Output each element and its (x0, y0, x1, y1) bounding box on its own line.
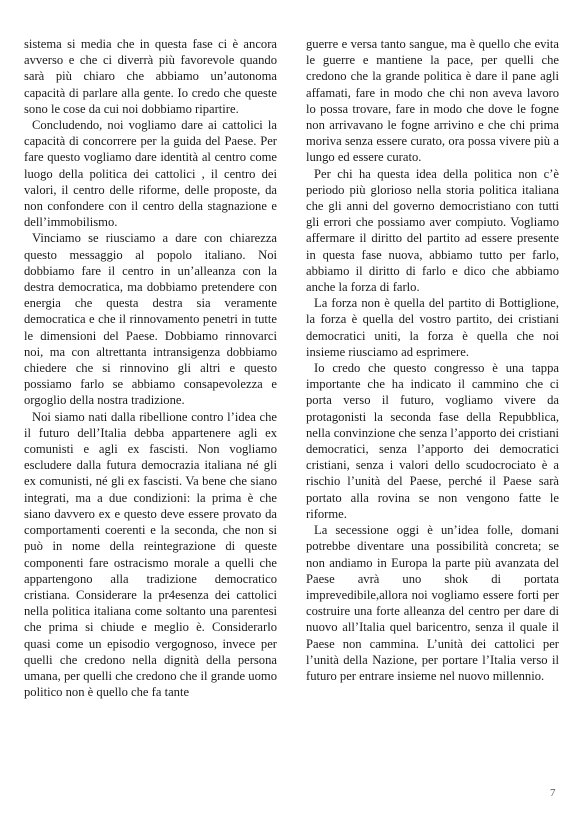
paragraph: sistema si media che in questa fase ci è ancora avverso e che ci diverrà più favorevole quando sarà più chiaro che abbiamo un’autonoma capacità di parlare alla gente. Io credo che queste sono le cose da cui noi dobbiamo ripartire. (24, 37, 277, 116)
paragraph: guerre e versa tanto sangue, ma è quello che evita le guerre e mantiene la pace, per quelli che credono che la grande politica è dare il pane agli affamati, fare in modo che chi non aveva lavoro lo possa trovare, fare in modo che dove le fogne non arrivavano le fogne arrivino e che chi prima moriva senza essere curato, ora possa vivere più a lungo ed essere curato. (306, 37, 559, 165)
paragraph: Io credo che questo congresso è una tappa importante che ha indicato il cammino che ci porta verso il futuro, vogliamo vivere da protagonisti la seconda fase della Repubblica, nella convinzione che senza l’apporto dei cristiani democratici, senza l’apporto dei democratici cristiani, senza i valori dello scudocrociato è a rischio l’unità del Paese, perché il Paese sarà portato alla rovina se non vengono fatte le riforme. (306, 361, 559, 521)
paragraph: Noi siamo nati dalla ribellione contro l’idea che il futuro dell’Italia debba appartenere agli ex comunisti e agli ex fascisti. Non vogliamo escludere dalla futura democrazia italiana né gli ex comunisti, né gli ex fascisti. Va bene che siano integrati, ma a due condizioni: la prima è che siano davvero ex e questo deve essere provato da comportamenti coerenti e la seconda, che non si può in nome della reintegrazione di queste componenti fare ostracismo morale a quelli che appartengono alla tradizione democratico cristiana. Considerare la pr4esenza dei cattolici nella politica italiana come soltanto una parentesi che prima si chiude e meglio è. Considerarlo quasi come un episodio vergognoso, invece per quelli che credono nella dignità della persona umana, per quelli che credono che il grande uomo politico non è quello che fa tante (24, 409, 277, 700)
paragraph: La forza non è quella del partito di Bottiglione, la forza è quella del vostro partito, dei cristiani democratici uniti, la forza è quella che noi insieme riusciamo ad esprimere. (306, 296, 559, 359)
left-column (24, 36, 277, 700)
paragraph: Concludendo, noi vogliamo dare ai cattolici la capacità di concorrere per la guida del Paese. Per fare questo vogliamo dare identità al centro come luogo della politica dei cattolici , il centro dei valori, il centro delle riforme, delle proposte, da non confondere con il centro della stagnazione e dell’immobilismo. (24, 118, 277, 230)
right-column (306, 36, 559, 684)
paragraph: Vinciamo se riusciamo a dare con chiarezza questo messaggio al popolo italiano. Noi dobbiamo fare il centro in un’alleanza con la destra democratica, ma dobbiamo pretendere con energia che questa destra sia veramente democratica e che il rinnovamento penetri in tutte le dimensioni del Paese. Dobbiamo rinnovarci noi, ma con altrettanta intransigenza dobbiamo chiedere che si rinnovino gli altri e questo possiamo farlo se abbiamo consapevolezza e orgoglio della nostra tradizione. (24, 231, 277, 408)
paragraph: Per chi ha questa idea della politica non c’è periodo più glorioso nella storia politica italiana che gli anni del governo democristiano con tutti gli errori che possiamo aver compiuto. Vogliamo affermare il diritto del partito ad essere presente in questa fase nuova, abbiamo tutto per farlo, abbiamo il diritto di farlo e dico che abbiamo anche la forza di farlo. (306, 166, 559, 295)
paragraph: La secessione oggi è un’idea folle, domani potrebbe diventare una possibilità concreta; se non andiamo in Europa la parte più avanzata del Paese avrà uno shok di portata imprevedibile,allora noi vogliamo essere forti per costruire una forte alleanza del centro per dare di nuovo all’Italia quel baricentro, senza il quale il Paese non cammina. L’unità dei cattolici per l’unità della Nazione, per portare l’Italia verso il futuro per entrare insieme nel nuovo millennio. (306, 523, 559, 683)
page-number: 7 (550, 787, 556, 799)
